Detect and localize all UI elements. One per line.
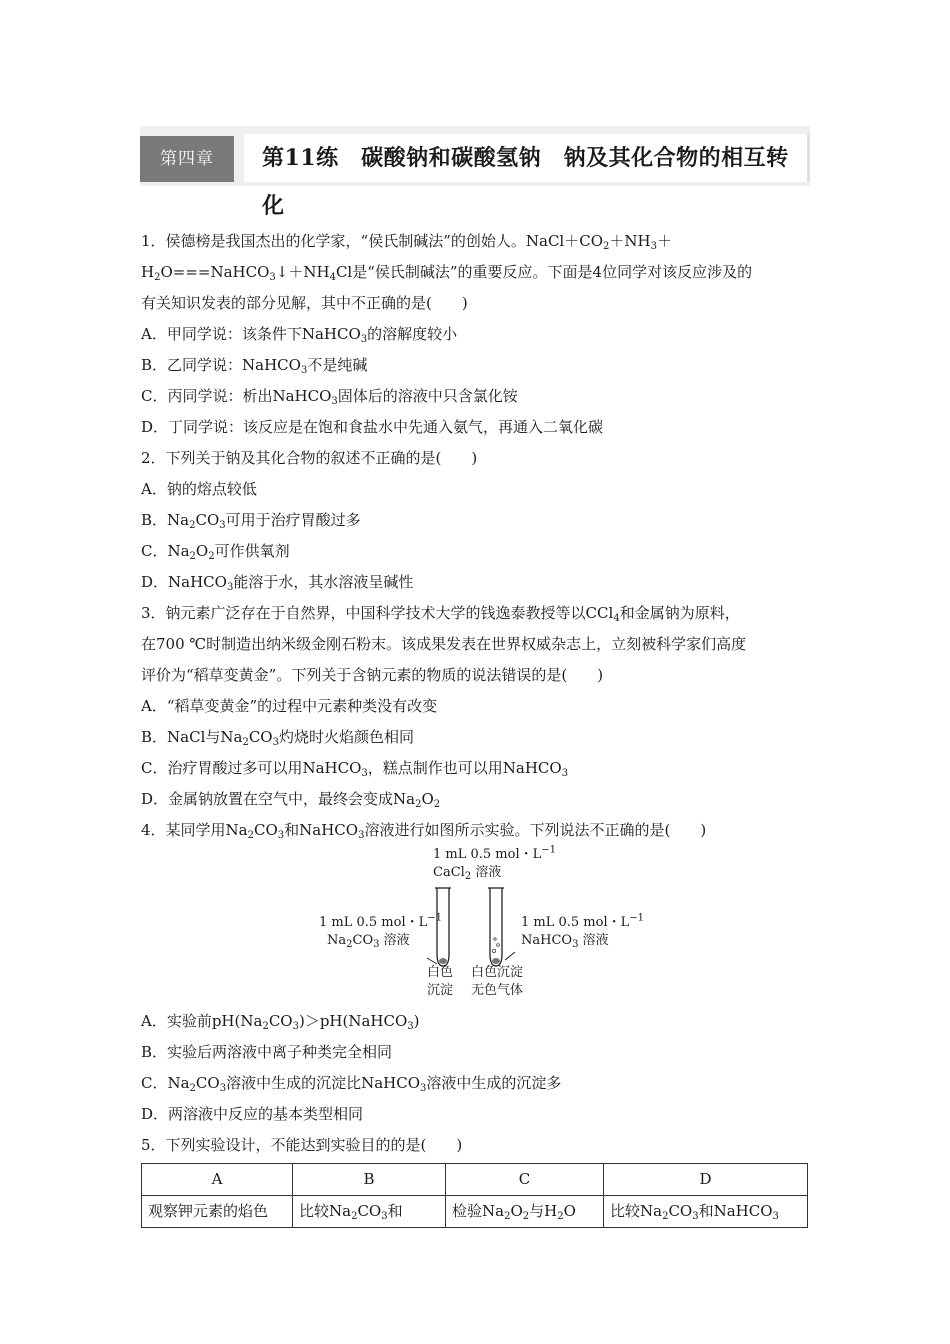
table-header-row bbox=[142, 1164, 808, 1196]
question-4-option-d[interactable]: D．两溶液中反应的基本类型相同 bbox=[141, 1105, 364, 1123]
question-2-option-c[interactable]: C．$Na_2O_2$可作供氧剂 bbox=[141, 542, 290, 562]
table-header-b: B bbox=[293, 1164, 446, 1196]
question-3-option-b[interactable]: B．NaCl与$Na_2CO_3$灼烧时火焰颜色相同 bbox=[141, 728, 414, 748]
question-1-option-d[interactable]: D．丁同学说：该反应是在饱和食盐水中先通入氨气，再通入二氧化碳 bbox=[141, 418, 604, 436]
right-test-tube bbox=[488, 888, 504, 966]
question-2-stem: 2．下列关于钠及其化合物的叙述不正确的是( ) bbox=[141, 449, 478, 467]
figure-reagent-left: 1 mL 0.5 mol・$L^{-1}$ $Na_2CO_3$ 溶液 bbox=[319, 912, 442, 950]
chapter-label: 第四章 bbox=[140, 136, 234, 182]
question-1-stem: 1．侯德榜是我国杰出的化学家，“侯氏制碱法”的创始人。$NaCl+CO_2+NH_3+$ $H_2O===NaHCO_3↓+NH_4Cl$是“侯氏制碱法”的重要反应。下面是4位同学对该反应涉及的 有关知识发表的部分见解，其中不正确的是( ) bbox=[141, 232, 753, 312]
question-4-stem: 4．某同学用$Na_2CO_3$和NaHCO$_3$溶液进行如图所示实验。下列说法不正确的是( ) bbox=[141, 821, 707, 841]
table-header-d: D bbox=[604, 1164, 808, 1196]
question-4-option-b[interactable]: B．实验后两溶液中离子种类完全相同 bbox=[141, 1043, 393, 1061]
figure-result-right: 白色沉淀 无色气体 bbox=[471, 965, 524, 998]
page-title: 第11练 碳酸钠和碳酸氢钠 钠及其化合物的相互转化 bbox=[244, 134, 810, 182]
table-cell-c: 检验$Na_2O_2$与$H_2O$ bbox=[446, 1196, 604, 1228]
figure-reagent-top: 1 mL 0.5 mol・$L^{-1}$ CaCl$_2$ 溶液 bbox=[433, 844, 556, 882]
table-cell-b: 比较$Na_2CO_3$和 bbox=[293, 1196, 446, 1228]
table-row bbox=[142, 1196, 808, 1228]
chapter-header bbox=[140, 126, 810, 219]
question-1-option-b[interactable]: B．乙同学说：NaHCO$_3$不是纯碱 bbox=[141, 356, 368, 376]
right-label-pointer bbox=[505, 952, 515, 960]
experiment-figure bbox=[141, 846, 810, 1006]
table-cell-d: 比较$Na_2CO_3$和NaHCO$_3$ bbox=[604, 1196, 808, 1228]
table-header-a: A bbox=[142, 1164, 293, 1196]
question-3-option-c[interactable]: C．治疗胃酸过多可以用NaHCO$_3$，糕点制作也可以用NaHCO$_3$ bbox=[141, 759, 569, 779]
exercise-content bbox=[141, 226, 810, 1228]
figure-result-left: 白色 沉淀 bbox=[427, 965, 454, 998]
table-header-c: C bbox=[446, 1164, 604, 1196]
question-2-option-a[interactable]: A．钠的熔点较低 bbox=[141, 480, 257, 498]
question-5-stem: 5．下列实验设计，不能达到实验目的的是( ) bbox=[141, 1136, 463, 1154]
question-3-stem: 3．钠元素广泛存在于自然界，中国科学技术大学的钱逸泰教授等以CCl$_4$和金属钠为原料， 在700 ℃时制造出纳米级金刚石粉末。该成果发表在世界权威杂志上，立刻被科学家们高度 评价为“稻草变黄金”。下列关于含钠元素的物质的说法错误的是( ) bbox=[141, 604, 747, 684]
question-4-option-c[interactable]: C．$Na_2CO_3$溶液中生成的沉淀比NaHCO$_3$溶液中生成的沉淀多 bbox=[141, 1074, 562, 1094]
figure-reagent-right: 1 mL 0.5 mol・$L^{-1}$ NaHCO$_3$ 溶液 bbox=[521, 912, 644, 950]
question-3-option-d[interactable]: D．金属钠放置在空气中，最终会变成$Na_2O_2$ bbox=[141, 790, 441, 810]
question-4-option-a[interactable]: A．实验前$pH(Na_2CO_3)>pH(NaHCO_3)$ bbox=[141, 1012, 420, 1032]
question-2-option-d[interactable]: D．NaHCO$_3$能溶于水，其水溶液呈碱性 bbox=[141, 573, 414, 593]
table-cell-a: 观察钾元素的焰色 bbox=[142, 1196, 293, 1228]
question-1-option-c[interactable]: C．丙同学说：析出NaHCO$_3$固体后的溶液中只含氯化铵 bbox=[141, 387, 518, 407]
question-3-option-a[interactable]: A．“稻草变黄金”的过程中元素种类没有改变 bbox=[141, 697, 438, 715]
question-2-option-b[interactable]: B．$Na_2CO_3$可用于治疗胃酸过多 bbox=[141, 511, 361, 531]
question-5-table bbox=[141, 1163, 808, 1228]
question-1-option-a[interactable]: A．甲同学说：该条件下NaHCO$_3$的溶解度较小 bbox=[141, 325, 458, 345]
